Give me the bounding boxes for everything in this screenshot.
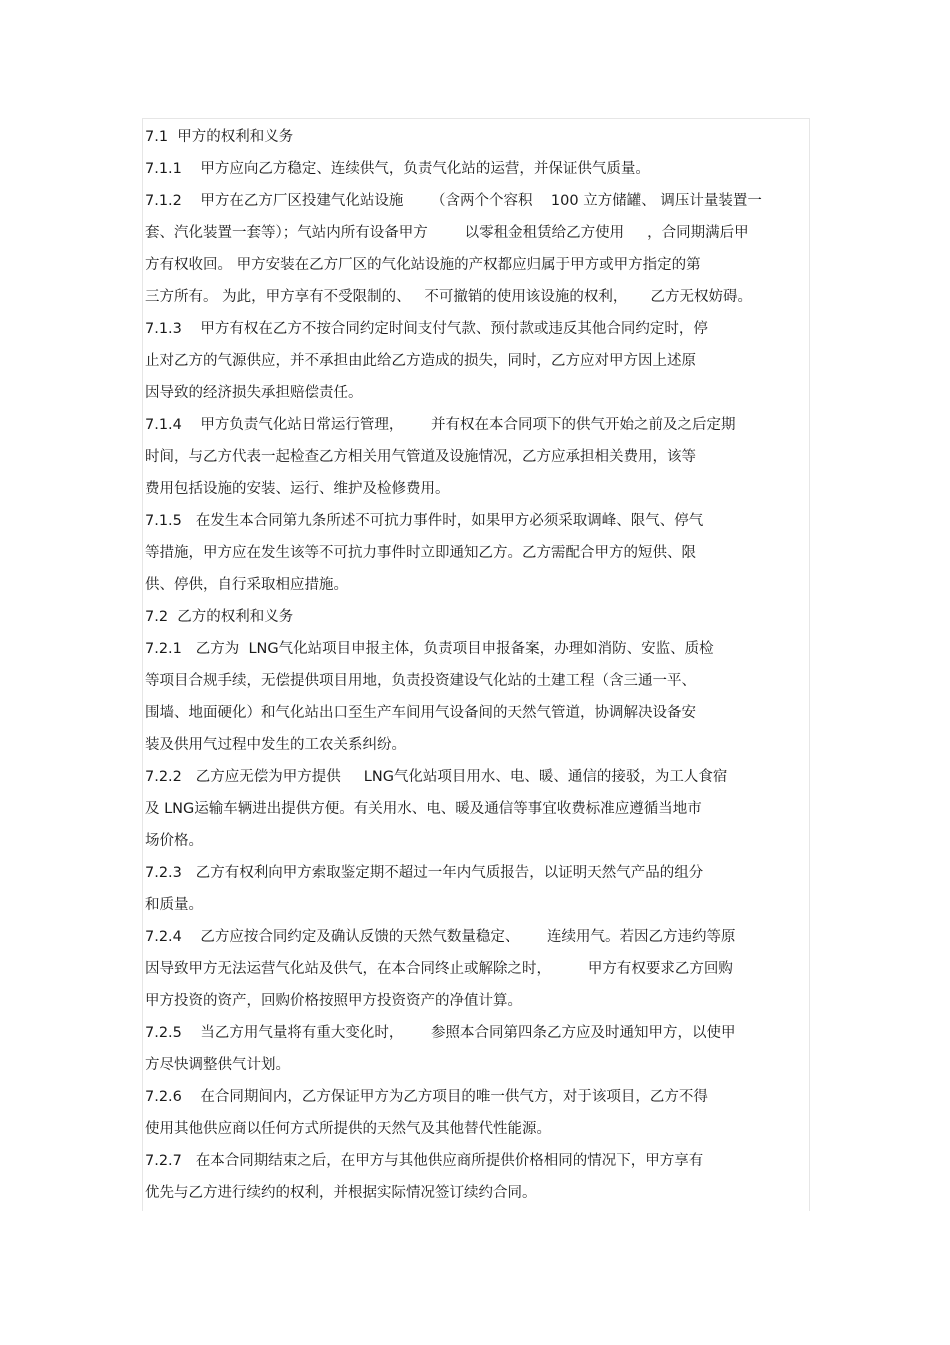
clause-continuation-line: 场价格。 [145,833,203,849]
clause-continuation-line: 因导致的经济损失承担赔偿责任。 [145,385,363,401]
section-heading: 7.1 甲方的权利和义务 [145,129,294,145]
clause-continuation-line: 方尽快调整供气计划。 [145,1057,290,1073]
clause-continuation-line: 装及供用气过程中发生的工农关系纠纷。 [145,737,406,753]
clause-line: 7.2.7 在本合同期结束之后，在甲方与其他供应商所提供价格相同的情况下，甲方享有 [145,1153,704,1169]
clause-continuation-line: 方有权收回。 甲方安装在乙方厂区的气化站设施的产权都应归属于甲方或甲方指定的第 [145,257,701,273]
clause-line: 7.2.1 乙方为 LNG气化站项目申报主体，负责项目申报备案，办理如消防、安监、质检 [145,641,714,657]
clause-continuation-line: 止对乙方的气源供应，并不承担由此给乙方造成的损失，同时，乙方应对甲方因上述原 [145,353,696,369]
clause-continuation-line: 套、汽化装置一套等）；气站内所有设备甲方 以零租金租赁给乙方使用 ，合同期满后甲 [145,225,749,241]
clause-continuation-line: 供、停供，自行采取相应措施。 [145,577,348,593]
clause-line: 7.1.1 甲方应向乙方稳定、连续供气，负责气化站的运营，并保证供气质量。 [145,161,650,177]
clause-continuation-line: 时间，与乙方代表一起检查乙方相关用气管道及设施情况，乙方应承担相关费用，该等 [145,449,696,465]
clause-line: 7.2.6 在合同期间内，乙方保证甲方为乙方项目的唯一供气方，对于该项目，乙方不得 [145,1089,708,1105]
page-frame [142,118,810,1211]
clause-continuation-line: 费用包括设施的安装、运行、维护及检修费用。 [145,481,450,497]
clause-continuation-line: 使用其他供应商以任何方式所提供的天然气及其他替代性能源。 [145,1121,551,1137]
clause-line: 7.2.3 乙方有权利向甲方索取鉴定期不超过一年内气质报告，以证明天然气产品的组分 [145,865,704,881]
clause-line: 7.1.5 在发生本合同第九条所述不可抗力事件时，如果甲方必须采取调峰、限气、停气 [145,513,704,529]
clause-line: 7.1.4 甲方负责气化站日常运行管理， 并有权在本合同项下的供气开始之前及之后定期 [145,417,736,433]
section-heading: 7.2 乙方的权利和义务 [145,609,294,625]
clause-continuation-line: 等措施，甲方应在发生该等不可抗力事件时立即通知乙方。乙方需配合甲方的短供、限 [145,545,696,561]
clause-line: 7.2.4 乙方应按合同约定及确认反馈的天然气数量稳定、 连续用气。若因乙方违约等原 [145,929,736,945]
clause-continuation-line: 围墙、地面硬化）和气化站出口至生产车间用气设备间的天然气管道，协调解决设备安 [145,705,696,721]
clause-continuation-line: 及 LNG运输车辆进出提供方便。有关用水、电、暖及通信等事宜收费标准应遵循当地市 [145,801,702,817]
clause-continuation-line: 甲方投资的资产，回购价格按照甲方投资资产的净值计算。 [145,993,522,1009]
clause-line: 7.2.5 当乙方用气量将有重大变化时， 参照本合同第四条乙方应及时通知甲方，以使甲 [145,1025,736,1041]
clause-continuation-line: 三方所有。 为此，甲方享有不受限制的、 不可撤销的使用该设施的权利， 乙方无权妨碍。 [145,289,752,305]
clause-line: 7.1.2 甲方在乙方厂区投建气化站设施 （含两个个容积 100 立方储罐、 调压计量装置一 [145,193,762,209]
clause-continuation-line: 优先与乙方进行续约的权利，并根据实际情况签订续约合同。 [145,1185,537,1201]
clause-line: 7.2.2 乙方应无偿为甲方提供 LNG气化站项目用水、电、暖、通信的接驳，为工人食宿 [145,769,728,785]
clause-continuation-line: 等项目合规手续，无偿提供项目用地，负责投资建设气化站的土建工程（含三通一平、 [145,673,696,689]
clause-continuation-line: 因导致甲方无法运营气化站及供气，在本合同终止或解除之时， 甲方有权要求乙方回购 [145,961,733,977]
clause-continuation-line: 和质量。 [145,897,203,913]
clause-line: 7.1.3 甲方有权在乙方不按合同约定时间支付气款、预付款或违反其他合同约定时，停 [145,321,708,337]
